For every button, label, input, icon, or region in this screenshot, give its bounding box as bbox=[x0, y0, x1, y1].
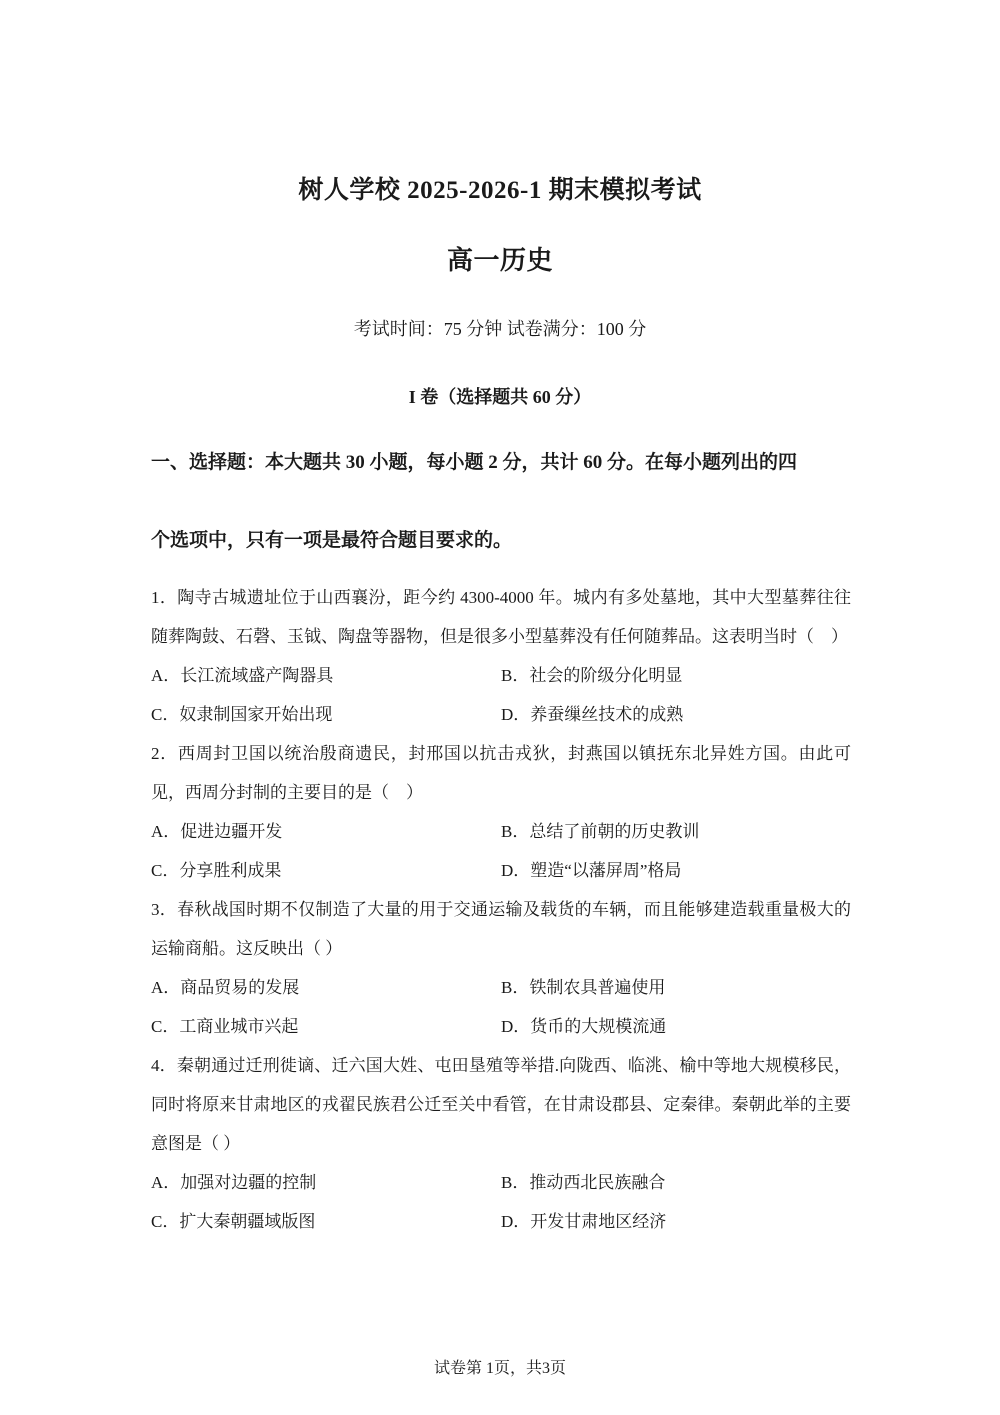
page-footer: 试卷第 1页，共3页 bbox=[433, 1360, 566, 1377]
section-instructions-line2: 个选项中，只有一项是最符合题目要求的。 bbox=[151, 530, 513, 551]
exam-info: 考试时间：75 分钟 试卷满分：100 分 bbox=[353, 319, 647, 339]
question-4 bbox=[151, 1046, 851, 1241]
option-c: C．奴隶制国家开始出现 bbox=[151, 705, 333, 724]
option-c: C．分享胜利成果 bbox=[151, 861, 282, 880]
option-grid bbox=[151, 968, 851, 1046]
question-stem: 4．秦朝通过迁刑徙谪、迁六国大姓、屯田垦殖等举措.向陇西、临洮、榆中等地大规模移民，同时将原来甘肃地区的戎翟民族君公迁至关中看管，在甘肃设郡县、定秦律。秦朝此举的主要意图是（ ） bbox=[151, 1056, 851, 1153]
option-grid bbox=[151, 656, 851, 734]
option-d: D．货币的大规模流通 bbox=[501, 1017, 667, 1036]
volume-heading: I 卷（选择题共 60 分） bbox=[408, 387, 592, 407]
section-instructions-line1: 一、选择题：本大题共 30 小题，每小题 2 分，共计 60 分。在每小题列出的四 bbox=[151, 452, 798, 473]
question-3 bbox=[151, 890, 851, 1046]
question-2 bbox=[151, 734, 851, 890]
option-grid bbox=[151, 1163, 851, 1241]
question-stem: 1．陶寺古城遗址位于山西襄汾，距今约 4300-4000 年。城内有多处墓地，其中大型墓葬往往随葬陶鼓、石磬、玉钺、陶盘等器物，但是很多小型墓葬没有任何随葬品。这表明当时（ ） bbox=[151, 588, 851, 646]
option-b: B．总结了前朝的历史教训 bbox=[501, 822, 700, 841]
option-b: B．铁制农具普遍使用 bbox=[501, 978, 666, 997]
exam-title: 树人学校 2025-2026-1 期末模拟考试 bbox=[298, 177, 702, 204]
question-stem: 3．春秋战国时期不仅制造了大量的用于交通运输及载货的车辆，而且能够建造载重量极大的运输商船。这反映出（ ） bbox=[151, 900, 851, 958]
option-b: B．社会的阶级分化明显 bbox=[501, 666, 683, 685]
subject-title: 高一历史 bbox=[446, 246, 553, 275]
option-a: A．商品贸易的发展 bbox=[151, 978, 300, 997]
option-a: A．加强对边疆的控制 bbox=[151, 1173, 317, 1192]
option-b: B．推动西北民族融合 bbox=[501, 1173, 666, 1192]
option-a: A．促进边疆开发 bbox=[151, 822, 283, 841]
option-d: D．开发甘肃地区经济 bbox=[501, 1212, 667, 1231]
option-a: A．长江流域盛产陶器具 bbox=[151, 666, 334, 685]
option-d: D．养蚕缫丝技术的成熟 bbox=[501, 705, 684, 724]
option-d: D．塑造“以藩屏周”格局 bbox=[501, 861, 682, 880]
question-1 bbox=[151, 578, 851, 734]
question-list bbox=[151, 578, 851, 1241]
question-stem: 2．西周封卫国以统治殷商遗民，封邢国以抗击戎狄，封燕国以镇抚东北异姓方国。由此可见，西周分封制的主要目的是（ ） bbox=[151, 744, 851, 802]
option-grid bbox=[151, 812, 851, 890]
option-c: C．扩大秦朝疆域版图 bbox=[151, 1212, 316, 1231]
option-c: C．工商业城市兴起 bbox=[151, 1017, 299, 1036]
